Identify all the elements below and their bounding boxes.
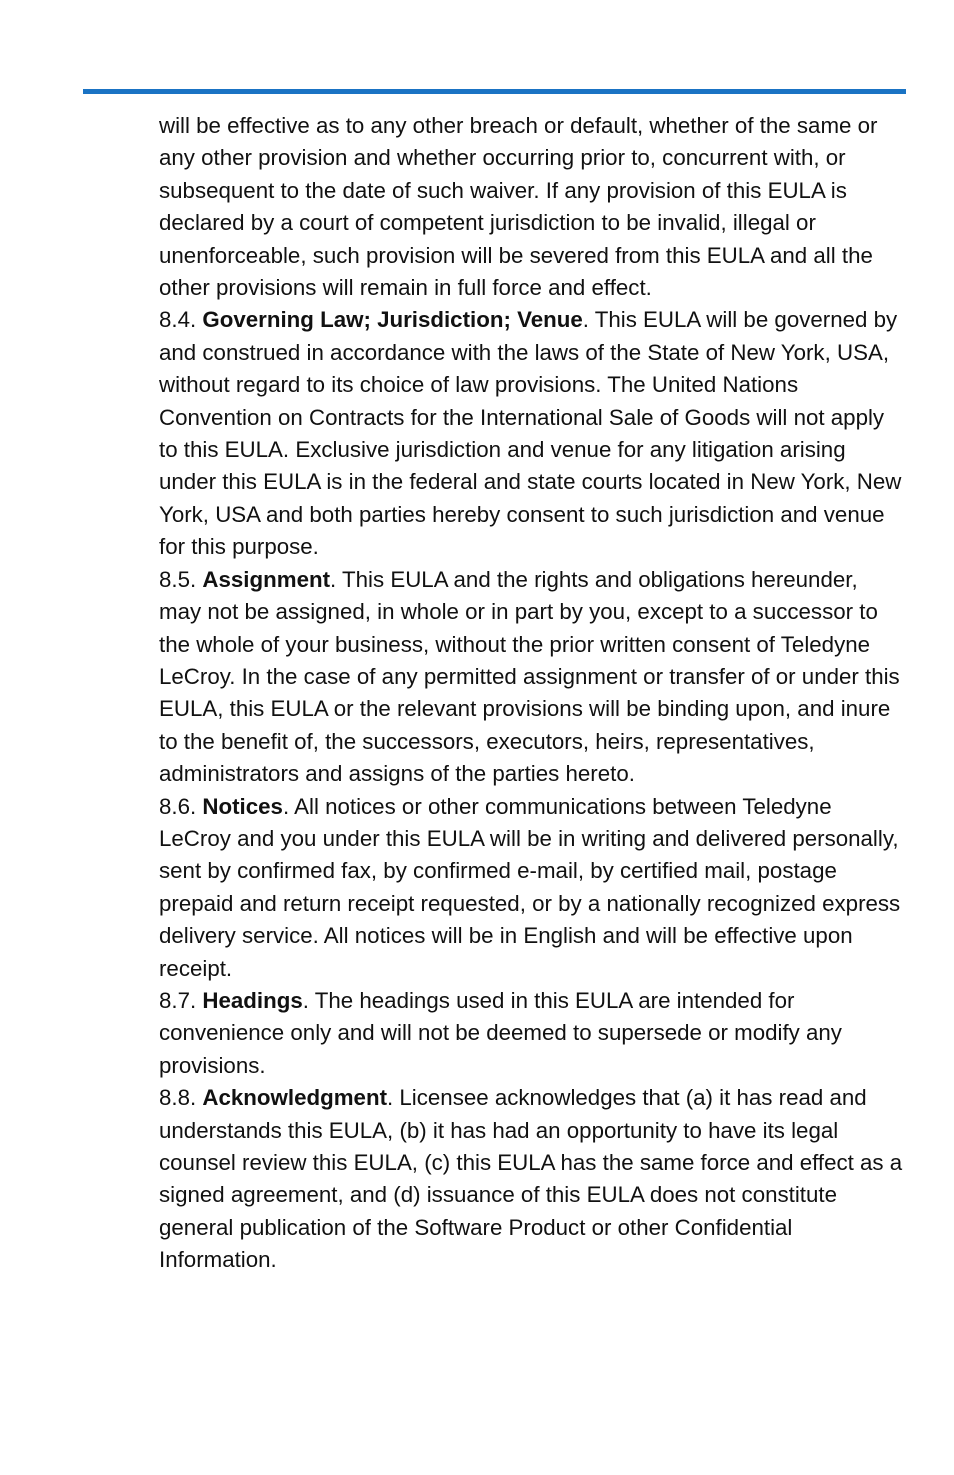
- section-number: 8.7.: [159, 987, 197, 1013]
- section-number: 8.4.: [159, 307, 197, 333]
- header-rule: [83, 89, 906, 94]
- section-8-8: [159, 1082, 904, 1276]
- section-8-4: [159, 304, 904, 563]
- section-8-6: [159, 791, 904, 985]
- section-heading: Acknowledgment: [202, 1085, 387, 1111]
- section-body: . This EULA and the rights and obligations hereunder, may not be assigned, in whole or in part by you, except to a successor to the whole of your business, without the prior written consent of Teledyne LeCroy. In the case of any permitted assignment or transfer of or under this EULA, this EULA or the relevant provisions will be binding upon, and inure to the benefit of, the successors, executors, heirs, representatives, administrators and assigns of the parties hereto.: [159, 566, 900, 787]
- section-body: . All notices or other communications between Teledyne LeCroy and you under this EULA will be in writing and delivered personally, sent by confirmed fax, by confirmed e-mail, by certified mail, postage prepaid and return receipt requested, or by a nationally recognized express delivery service. All notices will be in English and will be effective upon receipt.: [159, 793, 901, 981]
- section-body: . This EULA will be governed by and construed in accordance with the laws of the State of New York, USA, without regard to its choice of law provisions. The United Nations Convention on Contracts for the International Sale of Goods will not apply to this EULA. Exclusive jurisdiction and venue for any litigation arising under this EULA is in the federal and state courts located in New York, New York, USA and both parties hereby consent to such jurisdiction and venue for this purpose.: [159, 307, 902, 560]
- section-number: 8.8.: [159, 1085, 197, 1111]
- section-8-5: [159, 564, 904, 791]
- section-heading: Headings: [202, 987, 303, 1013]
- section-heading: Notices: [202, 793, 283, 819]
- continuation-paragraph: will be effective as to any other breach or default, whether of the same or any other provision and whether occurring prior to, concurrent with, or subsequent to the date of such waiver. If any provision of this EULA is declared by a court of competent jurisdiction to be invalid, illegal or unenforceable, such provision will be severed from this EULA and all the other provisions will remain in full force and effect.: [159, 113, 878, 301]
- section-body: . The headings used in this EULA are intended for convenience only and will not be deemed to supersede or modify any provisions.: [159, 987, 842, 1078]
- section-number: 8.6.: [159, 793, 197, 819]
- section-heading: Governing Law; Jurisdiction; Venue: [202, 307, 583, 333]
- section-heading: Assignment: [202, 566, 331, 592]
- section-body: . Licensee acknowledges that (a) it has read and understands this EULA, (b) it has had an opportunity to have its legal counsel review this EULA, (c) this EULA has the same force and effect as a signed agreement, and (d) issuance of this EULA does not constitute general publication of the Software Product or other Confidential Information.: [159, 1085, 903, 1273]
- document-body: [159, 110, 904, 1277]
- section-number: 8.5.: [159, 566, 197, 592]
- section-8-7: [159, 985, 904, 1082]
